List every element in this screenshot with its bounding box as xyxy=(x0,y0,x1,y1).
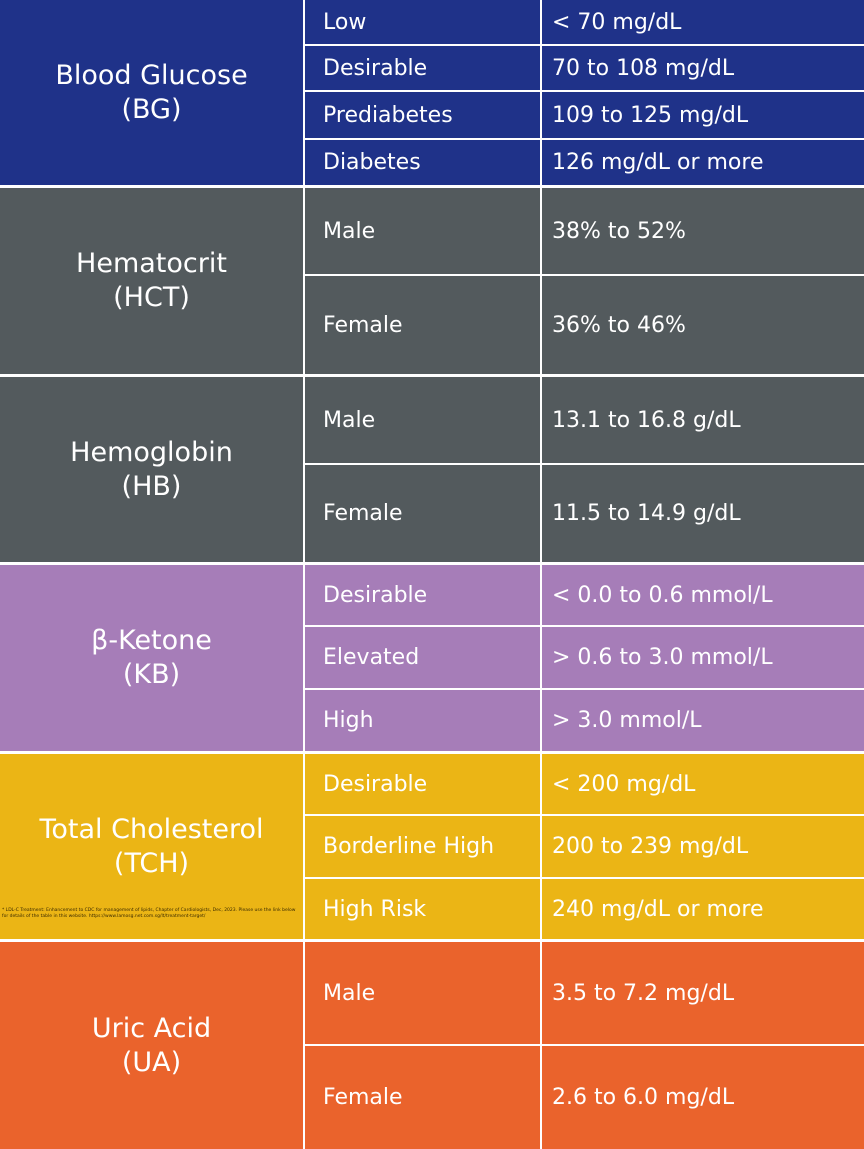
section-blood-glucose xyxy=(0,0,864,185)
table-row xyxy=(305,46,864,90)
level-label: Female xyxy=(323,501,403,526)
footnote: * LDL-C Treatment: Enhancement to CDC for management of lipids, Chapter of Cardiologists, Dec, 2023. Please use the link below for details of the table in this website. https://www.lamosg.net.com.sg/lt/treatment-target/ xyxy=(2,908,296,919)
table-row xyxy=(305,188,864,274)
table-row xyxy=(305,627,864,688)
range-value: 70 to 108 mg/dL xyxy=(552,55,735,81)
range-value: 3.5 to 7.2 mg/dL xyxy=(552,980,735,1006)
table-row xyxy=(305,879,864,939)
table-row xyxy=(305,140,864,185)
table-row xyxy=(305,465,864,562)
level-label: Desirable xyxy=(323,771,428,797)
test-name: β-Ketone xyxy=(91,625,212,656)
range-value: 126 mg/dL or more xyxy=(552,150,764,175)
range-value: 200 to 239 mg/dL xyxy=(552,834,749,859)
table-row xyxy=(305,816,864,877)
range-value: > 0.6 to 3.0 mmol/L xyxy=(552,645,773,670)
range-value: 13.1 to 16.8 g/dL xyxy=(552,407,741,433)
section-hemoglobin xyxy=(0,377,864,562)
test-abbr: (TCH) xyxy=(113,847,190,879)
test-abbr: (HCT) xyxy=(113,282,190,313)
section-label xyxy=(0,565,303,751)
level-label: Male xyxy=(323,980,376,1006)
section-uric-acid xyxy=(0,942,864,1149)
range-value: 11.5 to 14.9 g/dL xyxy=(552,501,741,526)
table-row xyxy=(305,276,864,374)
table-row xyxy=(305,377,864,463)
section-label xyxy=(0,0,303,185)
range-value: < 200 mg/dL xyxy=(552,771,696,797)
level-label: Female xyxy=(323,312,403,338)
table-row xyxy=(305,942,864,1044)
section-label xyxy=(0,377,303,562)
level-label: Desirable xyxy=(323,582,428,608)
level-label: Male xyxy=(323,407,376,433)
level-label: Elevated xyxy=(323,645,420,670)
test-name: Total Cholesterol xyxy=(39,813,264,845)
table-row xyxy=(305,565,864,625)
level-label: Diabetes xyxy=(323,150,421,175)
range-value: 240 mg/dL or more xyxy=(552,896,764,922)
level-label: Desirable xyxy=(323,55,428,81)
section-label xyxy=(0,188,303,374)
level-label: Prediabetes xyxy=(323,102,453,128)
test-abbr: (UA) xyxy=(121,1046,182,1078)
section-label xyxy=(0,942,303,1149)
level-label: Low xyxy=(323,9,367,35)
test-name: Hemoglobin xyxy=(70,436,233,468)
range-value: 38% to 52% xyxy=(552,218,686,244)
table-row xyxy=(305,690,864,751)
range-value: > 3.0 mmol/L xyxy=(552,708,702,733)
test-name: Blood Glucose xyxy=(55,59,248,91)
test-abbr: (KB) xyxy=(122,659,181,690)
range-value: < 70 mg/dL xyxy=(552,9,682,35)
level-label: Borderline High xyxy=(323,834,495,859)
table-row xyxy=(305,0,864,44)
table-row xyxy=(305,1046,864,1149)
level-label: Female xyxy=(323,1085,403,1110)
table-row xyxy=(305,754,864,814)
range-value: < 0.0 to 0.6 mmol/L xyxy=(552,582,773,608)
level-label: Male xyxy=(323,218,376,244)
level-label: High xyxy=(323,708,374,733)
test-name: Uric Acid xyxy=(91,1012,212,1044)
section-hematocrit xyxy=(0,188,864,374)
range-value: 36% to 46% xyxy=(552,312,686,338)
test-abbr: (HB) xyxy=(121,470,182,502)
section-beta-ketone xyxy=(0,565,864,751)
test-name: Hematocrit xyxy=(76,248,227,279)
range-value: 2.6 to 6.0 mg/dL xyxy=(552,1085,735,1110)
test-abbr: (BG) xyxy=(121,93,182,125)
level-label: High Risk xyxy=(323,896,427,922)
range-value: 109 to 125 mg/dL xyxy=(552,102,749,128)
table-row xyxy=(305,92,864,138)
